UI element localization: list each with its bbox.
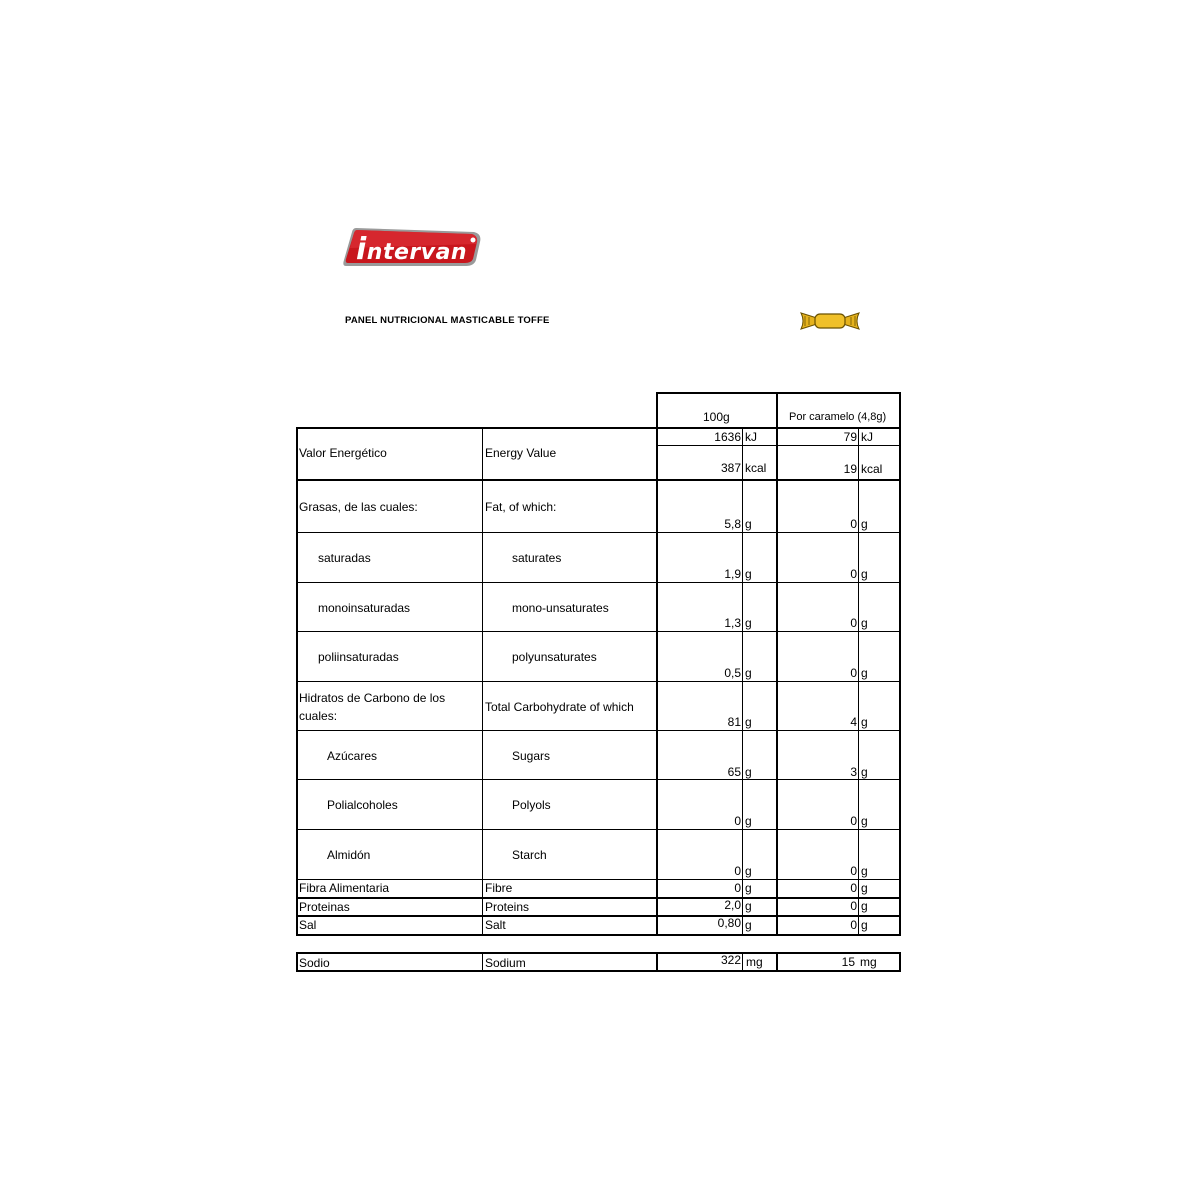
row-mono-es: monoinsaturadas [318, 601, 411, 615]
row-mono-en: mono-unsaturates [512, 601, 609, 615]
row-fibre-100g-unit: g [745, 881, 752, 895]
row-fat-per-candy-unit: g [861, 517, 868, 531]
document-title: PANEL NUTRICIONAL MASTICABLE TOFFE [345, 315, 550, 326]
energy-kj-unit-100g: kJ [745, 430, 757, 444]
row-polyols-per-candy: 0 [850, 814, 857, 828]
row-fat-per-candy: 0 [850, 517, 857, 531]
row-starch-per-candy: 0 [850, 864, 857, 878]
row-proteins-100g-unit: g [745, 899, 752, 913]
row-sodium-es: Sodio [299, 956, 330, 970]
row-proteins-es: Proteinas [299, 900, 350, 914]
row-carbs-100g-unit: g [745, 715, 752, 729]
row-sodium-per-candy-unit: mg [860, 955, 877, 969]
header-per-100g: 100g [703, 410, 730, 424]
row-starch-per-candy-unit: g [861, 864, 868, 878]
energy-kcal-per-candy: 19 [843, 462, 857, 476]
row-sugars-per-candy: 3 [850, 765, 857, 779]
row-sodium-100g-unit: mg [746, 955, 763, 969]
row-starch-en: Starch [512, 848, 547, 862]
energy-kj-100g: 1636 [714, 430, 741, 444]
row-carbs-es-line1: Hidratos de Carbono de los [299, 691, 446, 705]
row-poly-es: poliinsaturadas [318, 650, 399, 664]
row-sodium-per-candy: 15 [841, 955, 855, 969]
row-sugars-es: Azúcares [327, 749, 378, 763]
row-poly-100g-unit: g [745, 666, 752, 680]
row-saturates-per-candy-unit: g [861, 567, 868, 581]
row-poly-en: polyunsaturates [512, 650, 597, 664]
row-saturates-es: saturadas [318, 551, 371, 565]
row-carbs-en: Total Carbohydrate of which [485, 700, 634, 714]
row-salt-es: Sal [299, 918, 317, 932]
header-per-candy: Por caramelo (4,8g) [789, 411, 887, 423]
row-starch-100g-unit: g [745, 864, 752, 878]
row-salt-100g-unit: g [745, 918, 752, 932]
row-proteins-en: Proteins [485, 900, 530, 914]
energy-kj-per-candy: 79 [843, 430, 857, 444]
energy-kcal-100g: 387 [720, 461, 741, 475]
row-proteins-per-candy-unit: g [861, 899, 868, 913]
row-sodium-en: Sodium [485, 956, 526, 970]
row-sugars-100g: 65 [727, 765, 741, 779]
logo-letter-i: i [356, 232, 367, 267]
row-poly-per-candy-unit: g [861, 666, 868, 680]
row-proteins-per-candy: 0 [850, 899, 857, 913]
row-fibre-en: Fibre [485, 881, 513, 895]
row-polyols-100g-unit: g [745, 814, 752, 828]
row-poly-100g: 0,5 [724, 666, 741, 680]
row-starch-100g: 0 [734, 864, 741, 878]
row-fibre-per-candy-unit: g [861, 881, 868, 895]
row-sugars-per-candy-unit: g [861, 765, 868, 779]
row-saturates-per-candy: 0 [850, 567, 857, 581]
row-polyols-es: Polialcoholes [327, 798, 398, 812]
row-mono-100g: 1,3 [724, 616, 741, 630]
row-fat-es: Grasas, de las cuales: [299, 500, 418, 514]
energy-label-en: Energy Value [485, 446, 557, 460]
row-salt-per-candy: 0 [850, 918, 857, 932]
row-mono-per-candy-unit: g [861, 616, 868, 630]
row-polyols-per-candy-unit: g [861, 814, 868, 828]
row-fibre-es: Fibra Alimentaria [299, 881, 390, 895]
row-carbs-100g: 81 [727, 715, 741, 729]
row-sugars-100g-unit: g [745, 765, 752, 779]
row-fat-100g-unit: g [745, 517, 752, 531]
row-saturates-en: saturates [512, 551, 562, 565]
wrapped-candy-icon [799, 310, 861, 332]
row-polyols-en: Polyols [512, 798, 551, 812]
row-fat-en: Fat, of which: [485, 500, 557, 514]
row-carbs-per-candy: 4 [850, 715, 857, 729]
energy-kj-unit-per-candy: kJ [861, 430, 873, 444]
row-proteins-100g: 2,0 [724, 898, 741, 912]
row-carbs-per-candy-unit: g [861, 715, 868, 729]
row-salt-en: Salt [485, 918, 506, 932]
row-polyols-100g: 0 [734, 814, 741, 828]
brand-name [356, 232, 467, 267]
energy-kcal-unit-per-candy: kcal [861, 462, 883, 476]
row-mono-per-candy: 0 [850, 616, 857, 630]
row-fat-100g: 5,8 [724, 517, 741, 531]
row-fibre-100g: 0 [734, 881, 741, 895]
row-saturates-100g: 1,9 [724, 567, 741, 581]
row-sugars-en: Sugars [512, 749, 551, 763]
brand-name-text: ntervan [366, 240, 468, 265]
row-salt-per-candy-unit: g [861, 918, 868, 932]
row-carbs-es-line2: cuales: [299, 709, 338, 723]
row-poly-per-candy: 0 [850, 666, 857, 680]
row-sodium-100g: 322 [720, 953, 741, 967]
energy-kcal-unit-100g: kcal [745, 461, 767, 475]
energy-label-es: Valor Energético [299, 446, 387, 460]
brand-logo [342, 226, 482, 268]
row-starch-es: Almidón [327, 848, 371, 862]
row-salt-100g: 0,80 [717, 916, 741, 930]
row-fibre-per-candy: 0 [850, 881, 857, 895]
row-saturates-100g-unit: g [745, 567, 752, 581]
row-mono-100g-unit: g [745, 616, 752, 630]
